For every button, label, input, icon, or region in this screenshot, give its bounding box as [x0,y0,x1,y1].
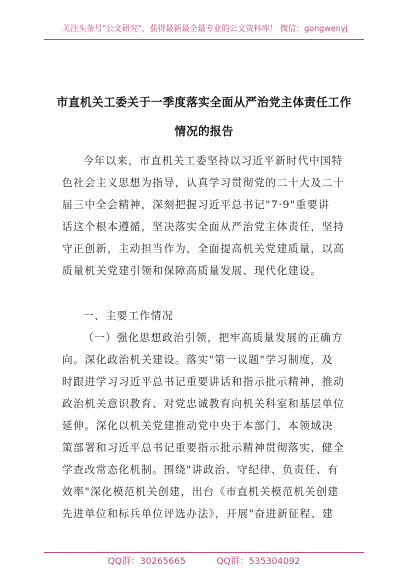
document-title-line1: 市直机关工委关于一季度落实全面从严治党主体责任工作 [56,95,352,109]
body-line: 效率"深化模范机关创建，出台《市直机关模范机关创建 [62,486,339,498]
header-banner: 关注头条号"公文研究"，获得最新最全最专业的公文资料库！ 微信：gongwenyj [62,24,348,33]
header-divider [44,39,364,40]
intro-paragraph [62,150,352,282]
body-line: 策部署和习近平总书记重要指示批示精神贯彻落实，健全 [62,442,345,454]
body-line: 政治机关意识教育、对党忠诚教育向机关科室和基层单位 [62,398,345,410]
section-heading-block [62,305,352,327]
body-line: 延伸。深化以机关党建推动党中央于本部门、本领域决 [62,420,334,432]
body-line: 向。深化政治机关建设。落实"第一议题"学习制度，及 [62,354,334,366]
footer-qq-group-1: QQ群：30265665 [107,557,186,567]
body-line: 时跟进学习习近平总书记重要讲话和指示批示精神，推动 [62,376,345,388]
intro-line: 话这个根本遵循，坚决落实全面从严治党主体责任，坚持 [62,221,345,233]
intro-line: 色社会主义思想为指导，认真学习贯彻党的二十大及二十 [62,177,345,189]
footer-divider [44,552,364,553]
intro-line: 今年以来，市直机关工委坚持以习近平新时代中国特 [83,155,343,167]
document-title-line2: 情况的报告 [174,124,234,138]
intro-line: 守正创新，主动担当作为，全面提高机关党建质量，以高 [62,243,345,255]
section-heading: 一、主要工作情况 [83,310,174,322]
body-paragraph [62,327,352,525]
footer [44,555,364,569]
body-line: 学查改常态化机制。围绕"讲政治、守纪律、负责任、有 [62,464,339,476]
body-line: （一）强化思想政治引领，把牢高质量发展的正确方 [83,332,343,344]
intro-line: 届三中全会精神，深刻把握习近平总书记"7·9"重要讲 [62,199,330,211]
body-line: 先进单位和标兵单位评选办法》，开展"奋进新征程、建 [62,508,334,520]
intro-line: 质量机关党建引领和保障高质量发展、现代化建设。 [62,265,322,277]
footer-qq-group-2: QQ群：535304092 [216,557,301,567]
